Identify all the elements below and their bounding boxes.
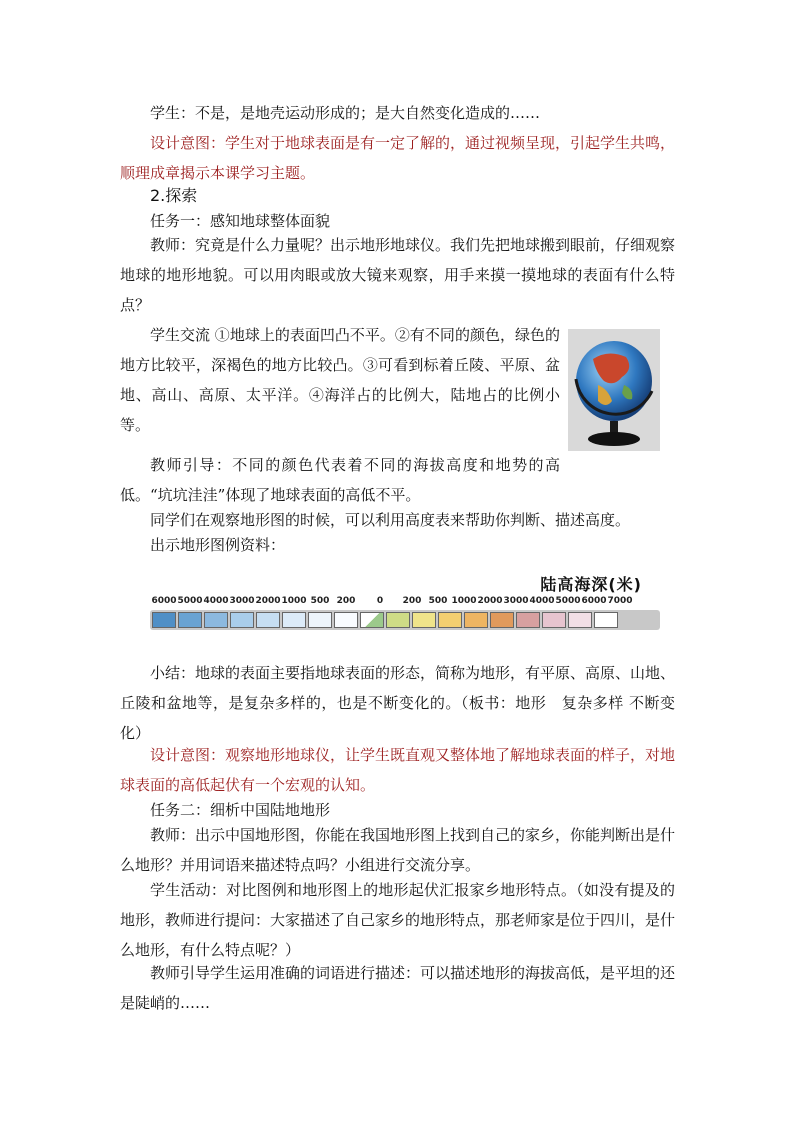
elevation-legend [150, 568, 660, 634]
legend-tick: 2000 [477, 596, 503, 606]
summary: 小结：地球的表面主要指地球表面的形态，简称为地形，有平原、高原、山地、丘陵和盆地等，是复杂多样的，也是不断变化的。（板书：地形 复杂多样 不断变化） [120, 664, 676, 742]
legend-color-cell [256, 612, 280, 628]
legend-tick: 3000 [229, 596, 255, 606]
legend-tick: 1000 [281, 596, 307, 606]
teacher-question: 教师：究竟是什么力量呢？出示地形地球仪。我们先把地球搬到眼前，仔细观察地球的地形地貌。可以用肉眼或放大镜来观察，用手来摸一摸地球的表面有什么特点？ [120, 236, 676, 314]
legend-tick: 0 [376, 596, 384, 606]
legend-color-cell [542, 612, 566, 628]
design-intent-2: 设计意图：观察地形地球仪，让学生既直观又整体地了解地球表面的样子，对地球表面的高低起伏有一个宏观的认知。 [120, 746, 676, 794]
legend-tick: 5000 [177, 596, 203, 606]
legend-intro: 出示地形图例资料： [150, 536, 286, 554]
legend-tick: 200 [336, 596, 356, 606]
teacher-guide-2: 教师引导学生运用准确的词语进行描述：可以描述地形的海拔高低，是平坦的还是陡峭的…… [120, 964, 676, 1012]
legend-color-cell [386, 612, 410, 628]
legend-color-cell [282, 612, 306, 628]
legend-tick: 1000 [451, 596, 477, 606]
legend-color-cell [594, 612, 618, 628]
legend-title: 陆高海深(米) [540, 575, 642, 594]
legend-color-cell [178, 612, 202, 628]
legend-color-cell [464, 612, 488, 628]
legend-tick: 6000 [151, 596, 177, 606]
student-activity: 学生活动：对比图例和地形图上的地形起伏汇报家乡地形特点。（如没有提及的地形，教师进行提问：大家描述了自己家乡的地形特点，那老师家是位于四川，是什么地形，有什么特点呢？） [120, 881, 676, 959]
legend-tick: 500 [310, 596, 330, 606]
legend-color-cell [360, 612, 384, 628]
legend-color-cell [438, 612, 462, 628]
student-exchange: 学生交流 ①地球上的表面凹凸不平。②有不同的颜色，绿色的地方比较平，深褐色的地方比较凸。③可看到标着丘陵、平原、盆地、高山、高原、太平洋。④海洋占的比例大，陆地占的比例小等。 [120, 326, 560, 434]
legend-color-cell [568, 612, 592, 628]
legend-tick: 4000 [529, 596, 555, 606]
legend-color-cell [334, 612, 358, 628]
legend-tick: 7000 [607, 596, 633, 606]
legend-color-cell [152, 612, 176, 628]
heading-task-1: 任务一：感知地球整体面貌 [150, 212, 331, 230]
legend-color-cell [204, 612, 228, 628]
globe-image [568, 329, 660, 451]
heading-task-2: 任务二：细析中国陆地地形 [150, 801, 331, 819]
legend-color-cell [516, 612, 540, 628]
legend-ticks [150, 596, 660, 610]
legend-tick: 3000 [503, 596, 529, 606]
legend-color-cell [412, 612, 436, 628]
legend-tick: 500 [428, 596, 448, 606]
design-intent-1: 设计意图：学生对于地球表面是有一定了解的，通过视频呈现，引起学生共鸣，顺理成章揭示本课学习主题。 [120, 134, 676, 182]
legend-color-cell [308, 612, 332, 628]
legend-color-cell [230, 612, 254, 628]
heading-explore: 2.探索 [150, 186, 198, 205]
legend-tick: 200 [402, 596, 422, 606]
legend-tick: 5000 [555, 596, 581, 606]
teacher-china-map: 教师：出示中国地形图，你能在我国地形图上找到自己的家乡，你能判断出是什么地形？并用词语来描述特点吗？小组进行交流分享。 [120, 826, 676, 874]
legend-color-bar [150, 610, 660, 630]
teacher-guide-1: 教师引导：不同的颜色代表着不同的海拔高度和地势的高低。“坑坑洼洼”体现了地球表面的高低不平。 [120, 456, 560, 504]
legend-color-cell [490, 612, 514, 628]
student-answer: 学生：不是，是地壳运动形成的；是大自然变化造成的…… [150, 104, 541, 122]
legend-tick: 6000 [581, 596, 607, 606]
legend-tick: 2000 [255, 596, 281, 606]
legend-tick: 4000 [203, 596, 229, 606]
height-scale-note: 同学们在观察地形图的时候，可以利用高度表来帮助你判断、描述高度。 [150, 511, 631, 529]
